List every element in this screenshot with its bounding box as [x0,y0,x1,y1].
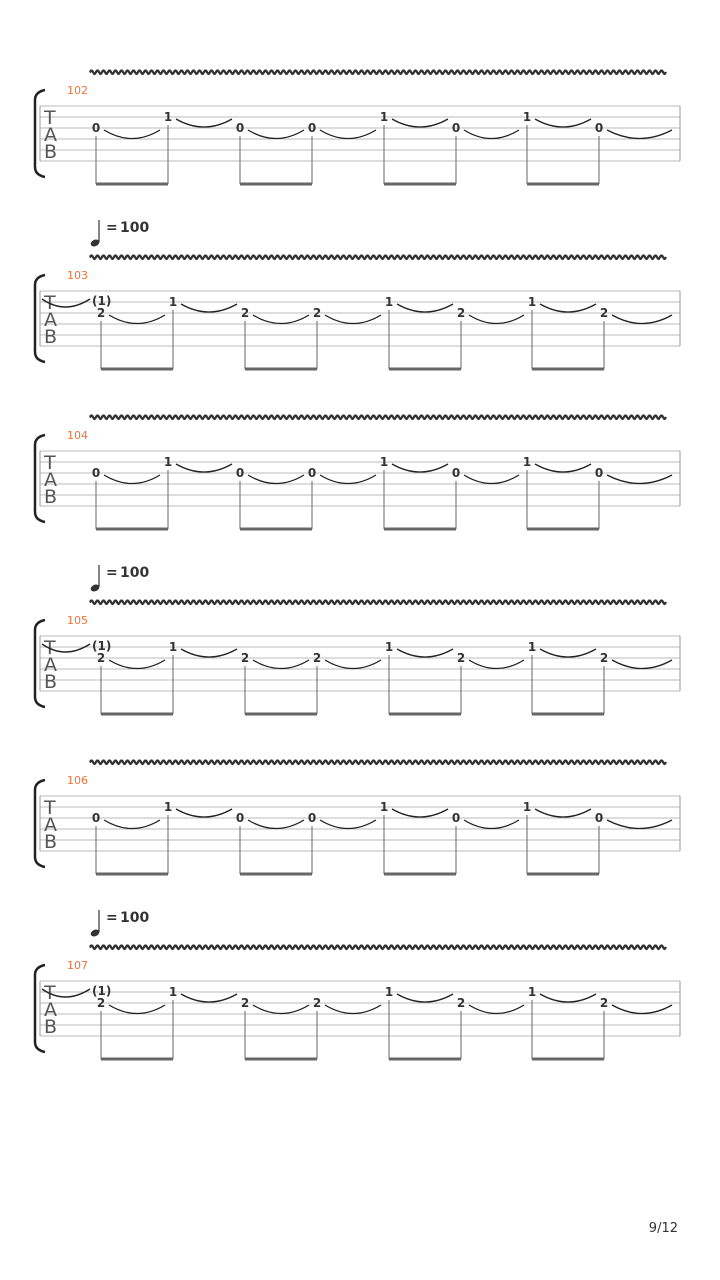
slur-arc [469,315,524,324]
tab-clef-letter: B [44,831,58,853]
slur-arc [320,820,376,829]
slur-arc [607,820,672,829]
fret-number: 2 [96,996,106,1010]
system-107 [35,910,680,1059]
slur-arc [253,660,309,669]
slur-arc [325,660,381,669]
measure-number: 104 [67,429,88,442]
tab-clef-letter: A [44,999,57,1021]
slur-arc [540,649,596,657]
slur-arc [540,994,596,1002]
fret-number: 2 [599,651,609,665]
tempo-value: 100 [120,910,150,926]
system-105 [35,565,680,714]
tab-clef-letter: B [44,1016,58,1038]
fret-number: 1 [384,985,394,999]
fret-number: 2 [312,651,322,665]
fret-number: 1 [168,295,178,309]
tab-clef-letter: B [44,326,58,348]
slur-arc [181,994,237,1002]
fret-number: 1 [379,455,389,469]
measure-number: 106 [67,774,88,787]
fret-number: 1 [168,640,178,654]
tab-clef-letter: A [44,469,57,491]
slur-arc [535,119,591,127]
slur-arc [248,130,304,139]
fret-number: 1 [527,640,537,654]
fret-number: 1 [522,455,532,469]
tab-clef-letter: A [44,654,57,676]
slur-arc [464,475,519,484]
fret-number: 1 [379,800,389,814]
fret-number: 1 [163,110,173,124]
tab-clef-letter: T [44,452,56,474]
slur-arc [392,809,448,817]
slur-arc [464,820,519,829]
fret-number: 2 [456,996,466,1010]
slur-arc [104,820,160,829]
fret-number: 0 [451,121,461,135]
fret-number: 2 [599,306,609,320]
fret-number: 0 [594,121,604,135]
fret-number: 2 [240,651,250,665]
tab-clef-letter: A [44,309,57,331]
fret-number: 0 [235,811,245,825]
tied-fret: (1) [92,639,112,653]
fret-number: 0 [451,811,461,825]
slur-arc [181,304,237,312]
measure-number: 103 [67,269,88,282]
fret-number: 2 [312,306,322,320]
slur-arc [607,130,672,139]
slur-arc [176,809,232,817]
page-number: 9/12 [648,1221,678,1236]
slur-arc [253,1005,309,1014]
fret-number: 0 [235,466,245,480]
fret-number: 2 [312,996,322,1010]
tab-clef-letter: B [44,671,58,693]
fret-number: 0 [307,466,317,480]
slur-arc [612,1005,672,1014]
fret-number: 0 [594,466,604,480]
fret-number: 1 [522,800,532,814]
tab-clef-letter: T [44,637,56,659]
fret-number: 0 [451,466,461,480]
slur-arc [397,649,453,657]
slur-arc [612,315,672,324]
slur-arc [464,130,519,139]
tied-fret: (1) [92,294,112,308]
slur-arc [612,660,672,669]
fret-number: 0 [307,811,317,825]
fret-number: 1 [384,295,394,309]
slur-arc [248,820,304,829]
slur-arc [397,304,453,312]
measure-number: 105 [67,614,88,627]
slur-arc [104,475,160,484]
slur-arc [325,1005,381,1014]
slur-arc [104,130,160,139]
tempo-equals: = [106,910,118,926]
fret-number: 1 [522,110,532,124]
slur-arc [320,130,376,139]
system-104 [35,416,680,530]
tempo-equals: = [106,220,118,236]
tempo-value: 100 [120,565,150,581]
fret-number: 2 [96,651,106,665]
tab-clef-letter: T [44,982,56,1004]
slur-arc [397,994,453,1002]
tab-clef-letter: A [44,814,57,836]
system-102 [35,71,680,185]
fret-number: 0 [307,121,317,135]
slur-arc [540,304,596,312]
fret-number: 1 [527,295,537,309]
fret-number: 0 [91,811,101,825]
slur-arc [535,464,591,472]
fret-number: 1 [379,110,389,124]
fret-number: 0 [91,121,101,135]
fret-number: 0 [91,466,101,480]
slur-arc [109,1005,165,1014]
slur-arc [535,809,591,817]
slur-arc [109,660,165,669]
fret-number: 0 [594,811,604,825]
tempo-value: 100 [120,220,150,236]
slur-arc [253,315,309,324]
fret-number: 2 [599,996,609,1010]
tab-clef-letter: T [44,107,56,129]
fret-number: 1 [163,800,173,814]
slur-arc [469,660,524,669]
system-106 [35,761,680,875]
tab-clef-letter: T [44,797,56,819]
fret-number: 1 [527,985,537,999]
fret-number: 1 [163,455,173,469]
fret-number: 0 [235,121,245,135]
tab-clef-letter: A [44,124,57,146]
slur-arc [325,315,381,324]
fret-number: 2 [96,306,106,320]
measure-number: 102 [67,84,88,97]
tied-fret: (1) [92,984,112,998]
fret-number: 2 [456,651,466,665]
fret-number: 2 [240,306,250,320]
fret-number: 1 [384,640,394,654]
system-103 [35,220,680,369]
tab-clef-letter: B [44,141,58,163]
fret-number: 1 [168,985,178,999]
tab-clef-letter: B [44,486,58,508]
measure-number: 107 [67,959,88,972]
slur-arc [320,475,376,484]
slur-arc [181,649,237,657]
tab-clef-letter: T [44,292,56,314]
slur-arc [176,464,232,472]
slur-arc [392,464,448,472]
tempo-equals: = [106,565,118,581]
slur-arc [109,315,165,324]
fret-number: 2 [240,996,250,1010]
slur-arc [469,1005,524,1014]
slur-arc [248,475,304,484]
slur-arc [176,119,232,127]
slur-arc [607,475,672,484]
fret-number: 2 [456,306,466,320]
slur-arc [392,119,448,127]
